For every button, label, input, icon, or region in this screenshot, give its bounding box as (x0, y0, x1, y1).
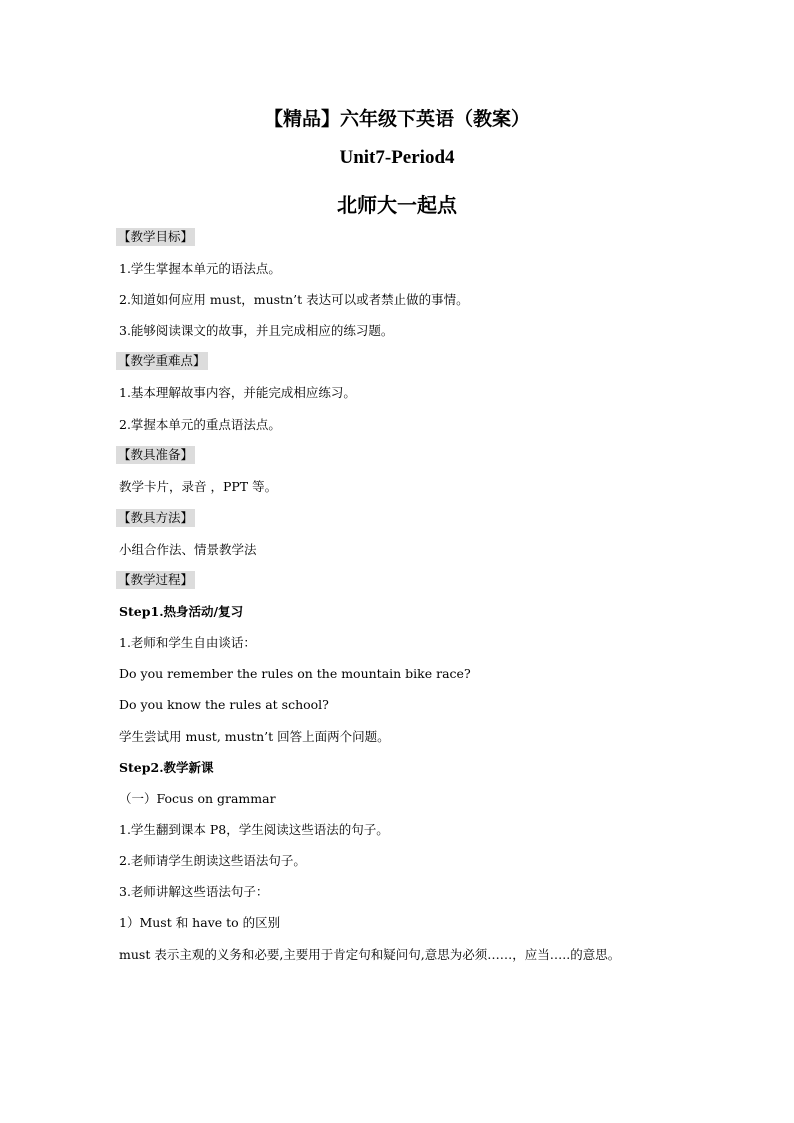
section-header-objectives: 【教学目标】 (118, 229, 194, 244)
step2-title: Step2.教学新课 (119, 760, 214, 775)
step2-line: 3.老师讲解这些语法句子： (119, 884, 269, 899)
section-header-materials: 【教具准备】 (118, 447, 194, 462)
step2-line: 2.老师请学生朗读这些语法句子。 (119, 853, 306, 868)
methods-text: 小组合作法、情景教学法 (119, 542, 257, 557)
step2-line: （一）Focus on grammar (119, 791, 276, 806)
objective-item: 2.知道如何应用 must，mustn’t 表达可以或者禁止做的事情。 (119, 292, 469, 307)
page-title: 【精品】六年级下英语（教案） (263, 108, 530, 130)
step1-line: Do you remember the rules on the mountain bike race? (119, 666, 471, 681)
key-point-item: 2.掌握本单元的重点语法点。 (119, 417, 281, 432)
section-header-methods: 【教具方法】 (118, 510, 194, 525)
publisher-label: 北师大一起点 (337, 193, 457, 217)
step1-title: Step1.热身活动/复习 (119, 604, 244, 619)
materials-text: 教学卡片，录音 ，PPT 等。 (119, 479, 278, 494)
objective-item: 1.学生掌握本单元的语法点。 (119, 261, 281, 276)
step1-line: 学生尝试用 must, mustn’t 回答上面两个问题。 (119, 729, 390, 744)
key-point-item: 1.基本理解故事内容，并能完成相应练习。 (119, 385, 356, 400)
section-header-process: 【教学过程】 (118, 572, 194, 587)
step1-line: Do you know the rules at school? (119, 697, 329, 712)
step2-paragraph: must 表示主观的义务和必要,主要用于肯定句和疑问句,意思为必须……，应当…..的意思。 (119, 947, 621, 962)
step1-line: 1.老师和学生自由谈话： (119, 635, 256, 650)
step2-line: 1）Must 和 have to 的区别 (119, 915, 281, 930)
step2-line: 1.学生翻到课本 P8，学生阅读这些语法的句子。 (119, 822, 389, 837)
page-subtitle: Unit7-Period4 (339, 147, 455, 168)
objective-item: 3.能够阅读课文的故事，并且完成相应的练习题。 (119, 323, 394, 338)
section-header-key-points: 【教学重难点】 (118, 353, 206, 368)
